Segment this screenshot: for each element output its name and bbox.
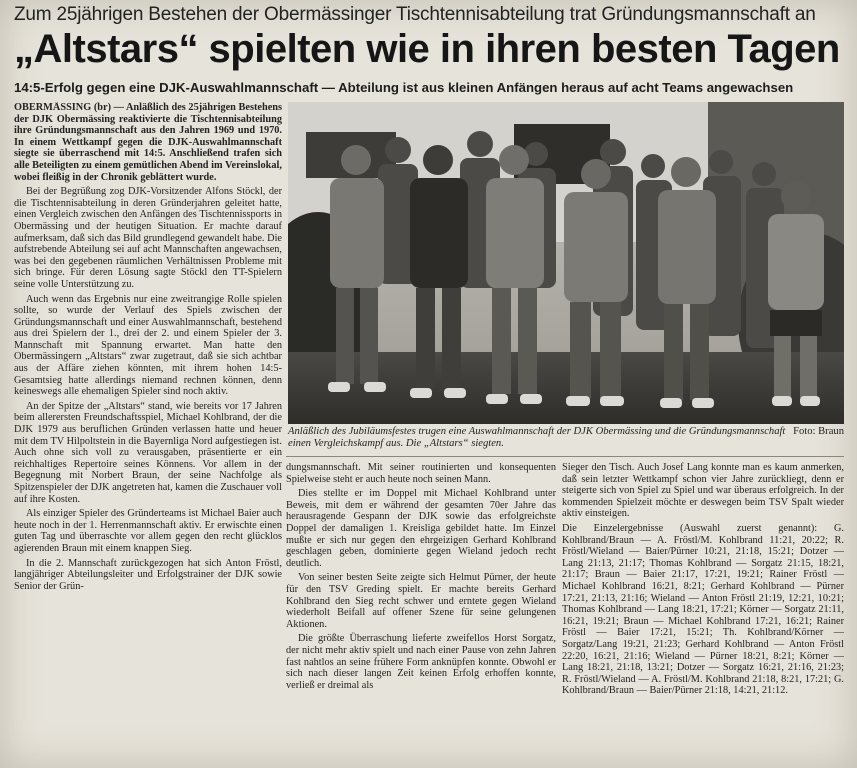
paragraph: Die größte Überraschung lieferte zweifellos Horst Sorgatz, der nicht mehr aktiv spielt und nach einer Pause von zehn Jahren fast nahtlos an seine frühere Form anknüpfen konnte. Obwohl er sich nach dieser langen Zeit keinen Erfolg erhoffen konnte, verließ er dreimal als xyxy=(286,633,556,691)
article-column-3 xyxy=(562,462,844,762)
subheadline: 14:5-Erfolg gegen eine DJK-Auswahlmannschaft — Abteilung ist aus kleinen Anfängen heraus auf acht Teams angewachsen xyxy=(14,80,794,95)
headline: „Altstars“ spielten wie in ihren besten Tagen xyxy=(14,27,840,71)
results-paragraph: Die Einzelergebnisse (Auswahl zuerst genannt): G. Kohlbrand/Braun — A. Fröstl/M. Kohlbrand 11:21, 20:22; R. Fröstl/Wieland — Baier/Pürner 10:21, 21:18, 15:21; Dotzer — Lang 21:13, 21:17; Thomas Kohlbrand — Sorgatz 21:15, 18:21, 21:17; Braun — Baier 21:17, 17:21, 19:21; Rainer Fröstl — Michael Kohlbrand 16:21, 8:21; Gerhard Kohlbrand — Pürner 17:21, 21:13, 21:16; Wieland — Anton Fröstl 21:19, 12:21, 10:21; Thomas Kohlbrand — Lang 18:21, 17:21; Körner — Sorgatz 21:11, 16:21, 19:21; Braun — Michael Kohlbrand 17:21, 16:21; Rainer Fröstl — Baier 17:21, 15:21; Th. Kohlbrand/Körner — Sorgatz/Lang 19:21, 21:23; Gerhard Kohlbrand — Anton Fröstl 22:20, 16:21, 21:16; Wieland — Pürner 18:21, 8:21; Körner — Lang 18:21, 21:18, 13:21; Dotzer — Sorgatz 16:21, 21:16, 21:23; R. Fröstl/Wieland — A. Fröstl/M. Kohlbrand 21:18, 8:21, 17:21; G. Kohlbrand/Braun — Baier/Pürner 21:18, 14:21, 21:12. xyxy=(562,522,844,697)
team-photo xyxy=(288,102,844,424)
paragraph: Von seiner besten Seite zeigte sich Helmut Pürner, der heute für den TSV Greding spielt. Er machte bereits Gerhard Kohlbrand den Sieg recht schwer und erntete gegen Wieland wiederholt Beifall auf offener Szene für seine gelungenen Aktionen. xyxy=(286,572,556,630)
lead-paragraph: OBERMÄSSING (br) — Anläßlich des 25jährigen Bestehens der DJK Obermässing reaktivierte die Tischtennisabteilung ihre Gründungsmannschaft aus den Jahren 1969 und 1970. In einem Wettkampf gegen die DJK-Auswahlmannschaft siegte sie überraschend mit 14:5. Anschließend trafen sich alle Beteiligten zu einem gemütlichen Abend im Vereinslokal, wobei fleißig in der Chronik geblättert wurde. xyxy=(14,102,282,183)
paragraph: dungsmannschaft. Mit seiner routinierten und konsequenten Spielweise steht er auch heute noch seinen Mann. xyxy=(286,462,556,485)
paragraph: Dies stellte er im Doppel mit Michael Kohlbrand unter Beweis, mit dem er während der gesamten 70er Jahre das herausragende Gespann der DJK sowie das erfolgreichste Doppel der damaligen 1. Kreisliga gebildet hatte. Im Einzel mußte er sich nur gegen den ehrgeizigen Gerhard Kohlbrand geschlagen geben, dominierte gegen Wieland jedoch recht deutlich. xyxy=(286,488,556,569)
paragraph: Auch wenn das Ergebnis nur eine zweitrangige Rolle spielen sollte, so wurde der Verlauf des Spiels zwischen der Gründungsmannschaft und einer Auswahlmannschaft, bestehend aus drei Spielern der 1., drei der 2. und einem Spieler der 3. Mannschaft mit Spannung erwartet. Man hatte den Obermässingern „Altstars“ zwar zugetraut, daß sie sich achtbar aus der Affäre ziehen könnten, mit ihrem hohen 14:5-Gesamtsieg hatte allerdings niemand rechnen können, denn keineswegs alle ehemaligen Spieler sind noch aktiv. xyxy=(14,293,282,398)
article-column-2 xyxy=(286,462,556,762)
photo-caption xyxy=(288,426,844,450)
paragraph: Sieger den Tisch. Auch Josef Lang konnte man es kaum anmerken, daß sein letzter Wettkampf schon vier Jahre zurückliegt, denn er steigerte sich von Spiel zu Spiel und war überaus erfolgreich. In der kommenden Spielzeit möchte er deswegen beim TSV Spalt wieder aktiv einsteigen. xyxy=(562,462,844,520)
paragraph: Als einziger Spieler des Gründerteams ist Michael Baier auch heute noch in der 1. Herrenmannschaft aktiv. Er erwischte einen guten Tag und überraschte vor allem gegen den recht glücklos agierenden Braun mit einem knappen Sieg. xyxy=(14,508,282,554)
divider xyxy=(286,456,844,457)
paragraph: An der Spitze der „Altstars“ stand, wie bereits vor 17 Jahren beim allerersten Freundschaftsspiel, Michael Kohlbrand, der die DJK 1979 aus beruflichen Gründen verlassen hatte und heuer mit dem TV Hilpoltstein in die Bayernliga Nord aufgestiegen ist. Auch ohne sich voll zu verausgaben, präsentierte er ein reichhaltiges Repertoire seines Könnens. Vor allem in der Begegnung mit Norbert Braun, der seine Nachfolge als Spitzenspieler der DJK angetreten hat, kamen die Zuschauer voll auf ihre Kosten. xyxy=(14,400,282,505)
paragraph: Bei der Begrüßung zog DJK-Vorsitzender Alfons Stöckl, der die Tischtennisabteilung in deren Gründerjahren geleitet hatte, einen Vergleich zwischen den Anfängen des Tischtennissports in Obermässing und der heutigen Situation. Er machte darauf aufmerksam, daß sich das Bild grundlegend gewandelt habe. Die aufstrebende Abteilung sei auf acht Mannschaften angewachsen, was bei den gegebenen räumlichen Verhältnissen Probleme mit sich bringe. Für deren Lösung sagte Stöckl den TT-Spielern seine volle Unterstützung zu. xyxy=(14,186,282,290)
paragraph: In die 2. Mannschaft zurückgezogen hat sich Anton Fröstl, langjähriger Abteilungsleiter und Erfolgstrainer der DJK sowie Senior der Grün- xyxy=(14,557,282,592)
caption-text: Anläßlich des Jubiläumsfestes trugen eine Auswahlmannschaft der DJK Obermässing und die Gründungsmannschaft einen Vergleichskampf aus. Die „Altstars“ siegten. xyxy=(288,426,786,449)
photo-credit: Foto: Braun xyxy=(793,426,844,437)
kicker-line: Zum 25jährigen Bestehen der Obermässinger Tischtennisabteilung trat Gründungsmannschaft an xyxy=(14,4,816,25)
article-column-1 xyxy=(14,102,282,764)
team-photo-image xyxy=(288,102,844,424)
